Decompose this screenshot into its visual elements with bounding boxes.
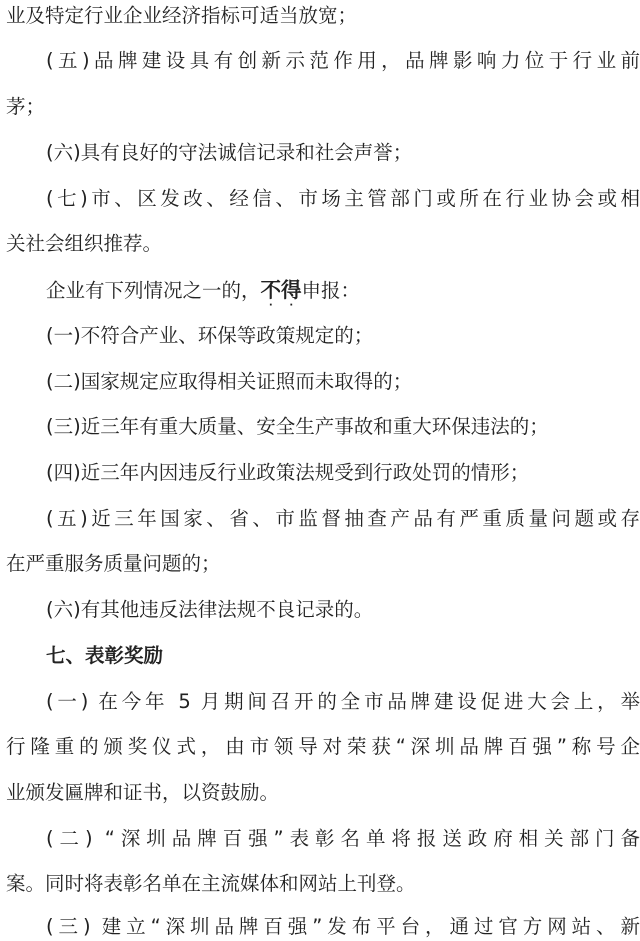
paragraph-line: (三) 建立“深圳品牌百强”发布平台，通过官方网站、新 bbox=[46, 915, 640, 938]
paragraph-line: (六)具有良好的守法诚信记录和社会声誉； bbox=[46, 141, 413, 164]
paragraph-line: 业颁发匾牌和证书，以资鼓励。 bbox=[6, 781, 280, 804]
emphasized-char bbox=[281, 278, 302, 311]
paragraph-line: (二) “深圳品牌百强”表彰名单将报送政府相关部门备 bbox=[46, 827, 640, 850]
emphasized-char-text: 不 bbox=[260, 278, 282, 302]
paragraph-line: 茅； bbox=[6, 95, 46, 118]
paragraph-line bbox=[46, 276, 640, 311]
text-segment: 企业有下列情况之一的， bbox=[46, 279, 261, 302]
paragraph-line: 业及特定行业企业经济指标可适当放宽； bbox=[6, 4, 358, 27]
paragraph-line: 案。同时将表彰名单在主流媒体和网站上刊登。 bbox=[6, 872, 416, 895]
paragraph-line: 关社会组织推荐。 bbox=[6, 232, 163, 255]
paragraph-line: (二)国家规定应取得相关证照而未取得的； bbox=[46, 370, 413, 393]
paragraph-line: (四)近三年内因违反行业政策法规受到行政处罚的情形； bbox=[46, 461, 530, 484]
paragraph-line: (六)有其他违反法律法规不良记录的。 bbox=[46, 598, 374, 621]
text-segment: 申报： bbox=[301, 279, 361, 302]
emphasized-char bbox=[260, 278, 282, 311]
emphasis-dot: · bbox=[289, 300, 294, 311]
paragraph-line: 在严重服务质量问题的； bbox=[6, 552, 221, 575]
paragraph-line: (七)市、区发改、经信、市场主管部门或所在行业协会或相 bbox=[46, 187, 640, 210]
emphasized-char-text: 得 bbox=[281, 278, 302, 302]
paragraph-line: (五)近三年国家、省、市监督抽查产品有严重质量问题或存 bbox=[46, 507, 640, 530]
paragraph-line: (一)不符合产业、环保等政策规定的； bbox=[46, 324, 374, 347]
paragraph-line: (五)品牌建设具有创新示范作用，品牌影响力位于行业前 bbox=[46, 49, 640, 72]
section-heading: 七、表彰奖励 bbox=[46, 644, 164, 667]
paragraph-line: (三)近三年有重大质量、安全生产事故和重大环保违法的； bbox=[46, 415, 549, 438]
paragraph-line: 行隆重的颁奖仪式，由市领导对荣获“深圳品牌百强”称号企 bbox=[6, 735, 640, 758]
emphasis-dot: · bbox=[268, 300, 273, 311]
paragraph-line: (一) 在今年 5 月期间召开的全市品牌建设促进大会上，举 bbox=[46, 690, 640, 713]
